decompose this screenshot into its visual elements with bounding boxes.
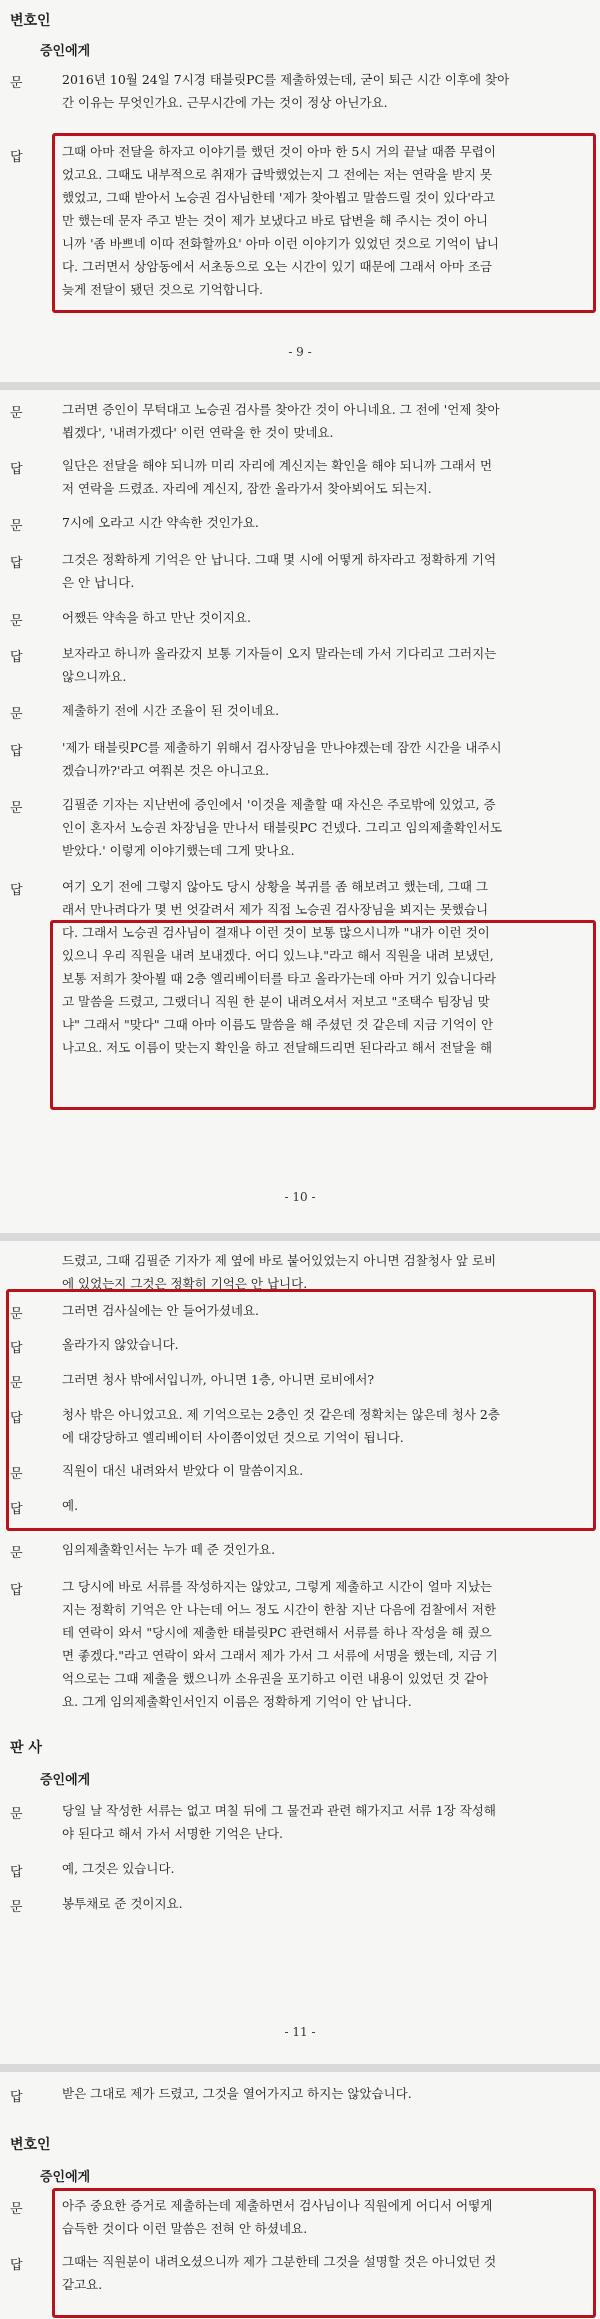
transcript-page-11 (0, 1241, 600, 2064)
answer-text: 그때는 직원분이 내려오셨으니까 제가 그분한테 그것을 설명할 것은 아니었던 것 같고요. (62, 2254, 497, 2292)
answer-label: 답 (10, 1411, 23, 1426)
answer-text: 일단은 전달을 해야 되니까 미리 자리에 계신지는 확인을 해야 되니까 그래서 먼 저 연락을 드렸죠. 자리에 계신지, 잠깐 올라가서 찾아뵈어도 되는지. (62, 458, 493, 496)
question-text: 김필준 기자는 지난번에 증인에서 '이것을 제출할 때 자신은 주로밖에 있었고, 증 인이 혼자서 노승권 차장님을 만나서 태블릿PC 건넸다. 그리고 임의제출확인서도 받았다.' 이렇게 이야기했는데 그게 맞나요. (62, 797, 503, 858)
answer-text: 보자라고 하니까 올라갔지 보통 기자들이 오지 말라는데 가서 기다리고 그러지는 않으니까요. (62, 646, 497, 684)
answer-label: 답 (10, 1502, 23, 1517)
section-heading-lawyer: 변호인 (10, 2137, 51, 2153)
question-text: 어쨌든 약속을 하고 만난 것이지요. (62, 610, 251, 625)
answer-label: 답 (10, 1583, 23, 1598)
question-label: 문 (10, 801, 23, 816)
answer-text: 예, 그것은 있습니다. (62, 1861, 175, 1876)
transcript-page-9 (0, 0, 600, 382)
transcript-page-12 (0, 2072, 600, 2319)
answer-label: 답 (10, 883, 23, 898)
question-label: 문 (10, 1376, 23, 1391)
question-label: 문 (10, 1467, 23, 1482)
answer-text: 그 당시에 바로 서류를 작성하지는 않았고, 그렇게 제출하고 시간이 얼마 지났는 지는 정확히 기억은 안 나는데 어느 정도 시간이 한참 지난 다음에 검찰에서 저한 테 연락이 와서 "당시에 제출한 태블릿PC 관련해서 서류를 하나 작성을 해 줬으 면 좋겠다."라고 연락이 와서 그래서 제가 가서 그 서류에 서명을 했는데, 지금 기 억으로는 그때 제출을 했으니까 소유권을 포기하고 이런 내용이 있었던 것 같아 요. 그게 임의제출확인서인지 이름은 정확하게 기억이 안 납니다. (62, 1579, 498, 1709)
answer-label: 답 (10, 150, 23, 165)
answer-text: 올라가지 않았습니다. (62, 1337, 179, 1352)
section-heading-lawyer: 변호인 (10, 13, 51, 29)
addressee-heading: 증인에게 (40, 2170, 91, 2185)
answer-label: 답 (10, 462, 23, 477)
transcript-page-10 (0, 390, 600, 1233)
question-text: 임의제출확인서는 누가 떼 준 것인가요. (62, 1542, 276, 1557)
answer-text: 청사 밖은 아니었고요. 제 기억으로는 2층인 것 같은데 정확치는 않은데 청사 2층 에 대강당하고 엘리베이터 사이쯤이었던 것으로 기억이 됩니다. (62, 1407, 500, 1445)
question-label: 문 (10, 707, 23, 722)
question-text: 아주 중요한 증거로 제출하는데 제출하면서 검사님이나 직원에게 어디서 어떻게 습득한 것이다 이런 말씀은 전혀 안 하셨네요. (62, 2198, 493, 2236)
addressee-heading: 증인에게 (40, 44, 91, 59)
answer-text: 예. (62, 1498, 79, 1513)
answer-continuation: 드렸고, 그때 김필준 기자가 제 옆에 바로 붙어있었는지 아니면 검찰청사 앞 로비 에 있었는지 그것은 정확히 기억은 안 납니다. (62, 1253, 497, 1291)
answer-label: 답 (10, 2090, 23, 2105)
question-text: 2016년 10월 24일 7시경 태블릿PC를 제출하였는데, 굳이 퇴근 시간 이후에 찾아 간 이유는 무엇인가요. 근무시간에 가는 것이 정상 아닌가요. (62, 72, 510, 110)
question-text: 그러면 검사실에는 안 들어가셨네요. (62, 1303, 260, 1318)
answer-label: 답 (10, 2258, 23, 2273)
question-text: 직원이 대신 내려와서 받았다 이 말씀이지요. (62, 1463, 304, 1478)
question-label: 문 (10, 1900, 23, 1915)
answer-text: '제가 태블릿PC를 제출하기 위해서 검사장님을 만나야겠는데 잠깐 시간을 내주시 겠습니까?'라고 여쭤본 것은 아니고요. (62, 740, 502, 778)
answer-label: 답 (10, 1865, 23, 1880)
question-label: 문 (10, 614, 23, 629)
question-label: 문 (10, 2202, 23, 2217)
page-number: - 9 - (288, 345, 312, 359)
question-label: 문 (10, 1807, 23, 1822)
question-label: 문 (10, 1546, 23, 1561)
question-label: 문 (10, 406, 23, 421)
answer-text: 여기 오기 전에 그렇지 않아도 당시 상황을 복귀를 좀 해보려고 했는데, 그때 그 래서 만나려다가 몇 번 엇갈려서 제가 직접 노승권 검사장님을 뵈지는 못했습니 다. 그래서 노승권 검사님이 결재나 이런 것이 보통 많으시니까 "내가 이런 것이 있으니 우리 직원을 내려 보내겠다. 어디 있느냐."라고 해서 직원을 내려 보냈던, 보통 저희가 찾아뵐 때 2층 엘리베이터를 타고 올라가는데 아마 거기 있습니다라 고 말씀을 드렸고, 그랬더니 직원 한 분이 내려오셔서 저보고 "조택수 팀장님 맞 냐" 그래서 "맞다" 그때 아마 이름도 말씀을 해 주셨던 것 같은데 지금 기억이 안 나고요. 저도 이름이 맞는지 확인을 하고 전달해드리면 된다라고 해서 전달을 해 (62, 879, 497, 1055)
question-label: 문 (10, 76, 23, 91)
section-heading-judge: 판 사 (10, 1740, 42, 1756)
answer-text: 그것은 정확하게 기억은 안 납니다. 그때 몇 시에 어떻게 하자라고 정확하게 기억 은 안 납니다. (62, 552, 497, 590)
addressee-heading: 증인에게 (40, 1773, 91, 1788)
answer-label: 답 (10, 744, 23, 759)
highlight-box (52, 2188, 596, 2318)
question-text: 7시에 오라고 시간 약속한 것인가요. (62, 515, 259, 530)
highlight-box (6, 1289, 596, 1531)
answer-text: 그때 아마 전달을 하자고 이야기를 했던 것이 아마 한 5시 거의 끝날 때쯤 무렵이 었고요. 그때도 내부적으로 취재가 급박했었는지 그 전에는 저는 연락을 받지 못 했었고, 그때 받아서 노승권 검사님한테 '제가 찾아뵙고 말씀드릴 것이 있다'라고 만 했는데 문자 주고 받는 것이 제가 보냈다고 바로 답변을 해 주시는 것이 아니 니까 '좀 바쁘네 이따 전화할까요' 아마 이런 이야기가 있었던 것으로 기억이 납니 다. 그러면서 상암동에서 서초동으로 오는 시간이 있기 때문에 그래서 아마 조금 늦게 전달이 됐던 것으로 기억합니다. (62, 144, 499, 297)
question-text: 제출하기 전에 시간 조율이 된 것이네요. (62, 703, 280, 718)
question-text: 당일 날 작성한 서류는 없고 며칠 뒤에 그 물건과 관련 해가지고 서류 1장 작성해 야 된다고 해서 가서 서명한 기억은 난다. (62, 1803, 496, 1841)
question-text: 그러면 증인이 무턱대고 노승권 검사를 찾아간 것이 아니네요. 그 전에 '언제 찾아 뵙겠다', '내려가겠다' 이런 연락을 한 것이 맞네요. (62, 402, 500, 440)
question-text: 그러면 청사 밖에서입니까, 아니면 1층, 아니면 로비에서? (62, 1372, 375, 1387)
question-text: 봉투채로 준 것이지요. (62, 1896, 183, 1911)
answer-text: 받은 그대로 제가 드렸고, 그것을 열어가지고 하지는 않았습니다. (62, 2086, 412, 2101)
answer-label: 답 (10, 650, 23, 665)
question-label: 문 (10, 519, 23, 534)
page-number: - 11 - (284, 2025, 316, 2039)
answer-label: 답 (10, 556, 23, 571)
question-label: 문 (10, 1307, 23, 1322)
highlight-box (50, 920, 596, 1110)
highlight-box (52, 133, 596, 313)
page-number: - 10 - (284, 1190, 316, 1204)
answer-label: 답 (10, 1341, 23, 1356)
